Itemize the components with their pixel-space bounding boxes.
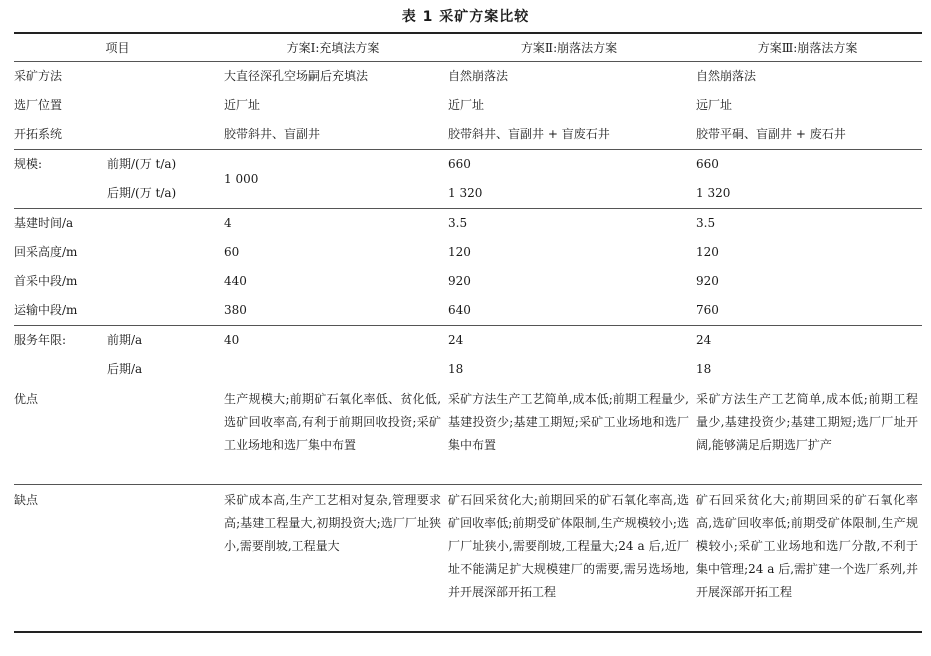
cell-plan3: 胶带平硐、盲副井 + 废石井 <box>696 127 846 141</box>
table-row <box>14 62 922 92</box>
cell-plan2: 3.5 <box>445 209 693 239</box>
cell-plan3: 远厂址 <box>696 98 733 112</box>
table-row <box>14 238 922 267</box>
cell-plan3: 矿石回采贫化大;前期回采的矿石氧化率高,选矿回收率低;前期受矿体限制,生产规模较小;采矿工业场地和选厂分散,不利于集中管理;24 a 后,需扩建一个选厂系列,并开展深部开拓工程 <box>693 485 922 633</box>
cell-plan1: 胶带斜井、盲副井 <box>224 127 321 141</box>
cell-plan2: 矿石回采贫化大;前期回采的矿石氧化率高,选矿回收率低;前期受矿体限制,生产规模较小;选厂厂址狭小,需要削坡,工程量大;24 a 后,近厂址不能满足扩大规模建厂的需要,需另选场地,并开展深部开拓工程 <box>445 485 693 633</box>
row-label-haulage-level: 运输中段/m <box>14 303 78 317</box>
cell-plan3: 760 <box>696 303 719 317</box>
row-label-development: 开拓系统 <box>14 127 63 141</box>
row-label-mining-method: 采矿方法 <box>14 69 63 83</box>
cell-plan2: 采矿方法生产工艺简单,成本低;前期工程量少,基建投资少;基建工期短;采矿工业场地和选厂集中布置 <box>448 392 690 452</box>
row-label-service-life: 服务年限: <box>14 326 104 356</box>
header-plan3: 方案Ⅲ:崩落法方案 <box>693 33 922 62</box>
cell-plan2: 120 <box>448 245 471 259</box>
cell-plan3-late: 18 <box>696 362 712 376</box>
comparison-table <box>14 32 922 633</box>
table-header-row <box>14 33 922 62</box>
cell-plan2: 640 <box>448 303 471 317</box>
header-plan2: 方案Ⅱ:崩落法方案 <box>445 33 693 62</box>
cell-plan2: 自然崩落法 <box>448 69 509 83</box>
cell-plan1: 大直径深孔空场嗣后充填法 <box>224 69 369 83</box>
table-row <box>14 384 922 485</box>
cell-plan3: 采矿方法生产工艺简单,成本低;前期工程量少,基建投资少;基建工期短;选厂厂址开阔,能够满足后期选厂扩产 <box>696 392 919 452</box>
cell-plan3-late: 1 320 <box>696 186 731 200</box>
table-row <box>14 120 922 150</box>
cell-plan3-early: 660 <box>693 150 922 180</box>
cell-plan2-early: 660 <box>445 150 693 180</box>
cell-plan3-early: 24 <box>693 326 922 356</box>
cell-plan2: 920 <box>448 274 471 288</box>
cell-plan1: 采矿成本高,生产工艺相对复杂,管理要求高;基建工程量大,初期投资大;选厂厂址狭小,需要削坡,工程量大 <box>221 485 445 633</box>
table-row <box>14 326 922 356</box>
table-row <box>14 296 922 326</box>
sub-label-scale-late: 后期/(万 t/a) <box>107 186 177 200</box>
row-label-advantages: 优点 <box>14 392 39 406</box>
cell-plan3: 3.5 <box>693 209 922 239</box>
cell-plan1: 4 <box>221 209 445 239</box>
cell-plan1: 1 000 <box>221 150 445 209</box>
row-label-plant-location: 选厂位置 <box>14 98 63 112</box>
table-row <box>14 179 922 209</box>
row-label-disadvantages: 缺点 <box>14 485 221 633</box>
table-row <box>14 267 922 296</box>
cell-plan3: 120 <box>696 245 719 259</box>
cell-plan1: 60 <box>224 245 240 259</box>
cell-plan2-late: 1 320 <box>448 186 483 200</box>
sub-label-scale-early: 前期/(万 t/a) <box>104 150 221 180</box>
table-caption: 表 1 采矿方案比较 <box>401 9 530 25</box>
cell-plan2-early: 24 <box>445 326 693 356</box>
table-row <box>14 209 922 239</box>
row-label-scale: 规模: <box>14 150 104 209</box>
row-label-first-level: 首采中段/m <box>14 274 78 288</box>
table-row <box>14 355 922 384</box>
sub-label-service-late: 后期/a <box>107 362 143 376</box>
cell-plan3: 自然崩落法 <box>696 69 757 83</box>
sub-label-service-early: 前期/a <box>104 326 221 356</box>
cell-plan2-late: 18 <box>448 362 464 376</box>
cell-plan1: 近厂址 <box>224 98 261 112</box>
table-row <box>14 150 922 180</box>
table-row <box>14 485 922 633</box>
cell-plan1: 440 <box>224 274 247 288</box>
row-label-empty <box>14 355 104 384</box>
header-plan1: 方案Ⅰ:充填法方案 <box>221 33 445 62</box>
row-label-recovery-height: 回采高度/m <box>14 245 78 259</box>
cell-plan3: 920 <box>696 274 719 288</box>
cell-plan1: 生产规模大;前期矿石氧化率低、贫化低,选矿回收率高,有利于前期回收投资;采矿工业场地和选厂集中布置 <box>224 392 442 452</box>
cell-plan1-late <box>221 355 445 384</box>
header-item: 项目 <box>14 33 221 62</box>
cell-plan1-early: 40 <box>221 326 445 356</box>
cell-plan1: 380 <box>224 303 247 317</box>
row-label-construction: 基建时间/a <box>14 209 221 239</box>
table-row <box>14 91 922 120</box>
cell-plan2: 近厂址 <box>448 98 485 112</box>
cell-plan2: 胶带斜井、盲副井 + 盲废石井 <box>448 127 610 141</box>
